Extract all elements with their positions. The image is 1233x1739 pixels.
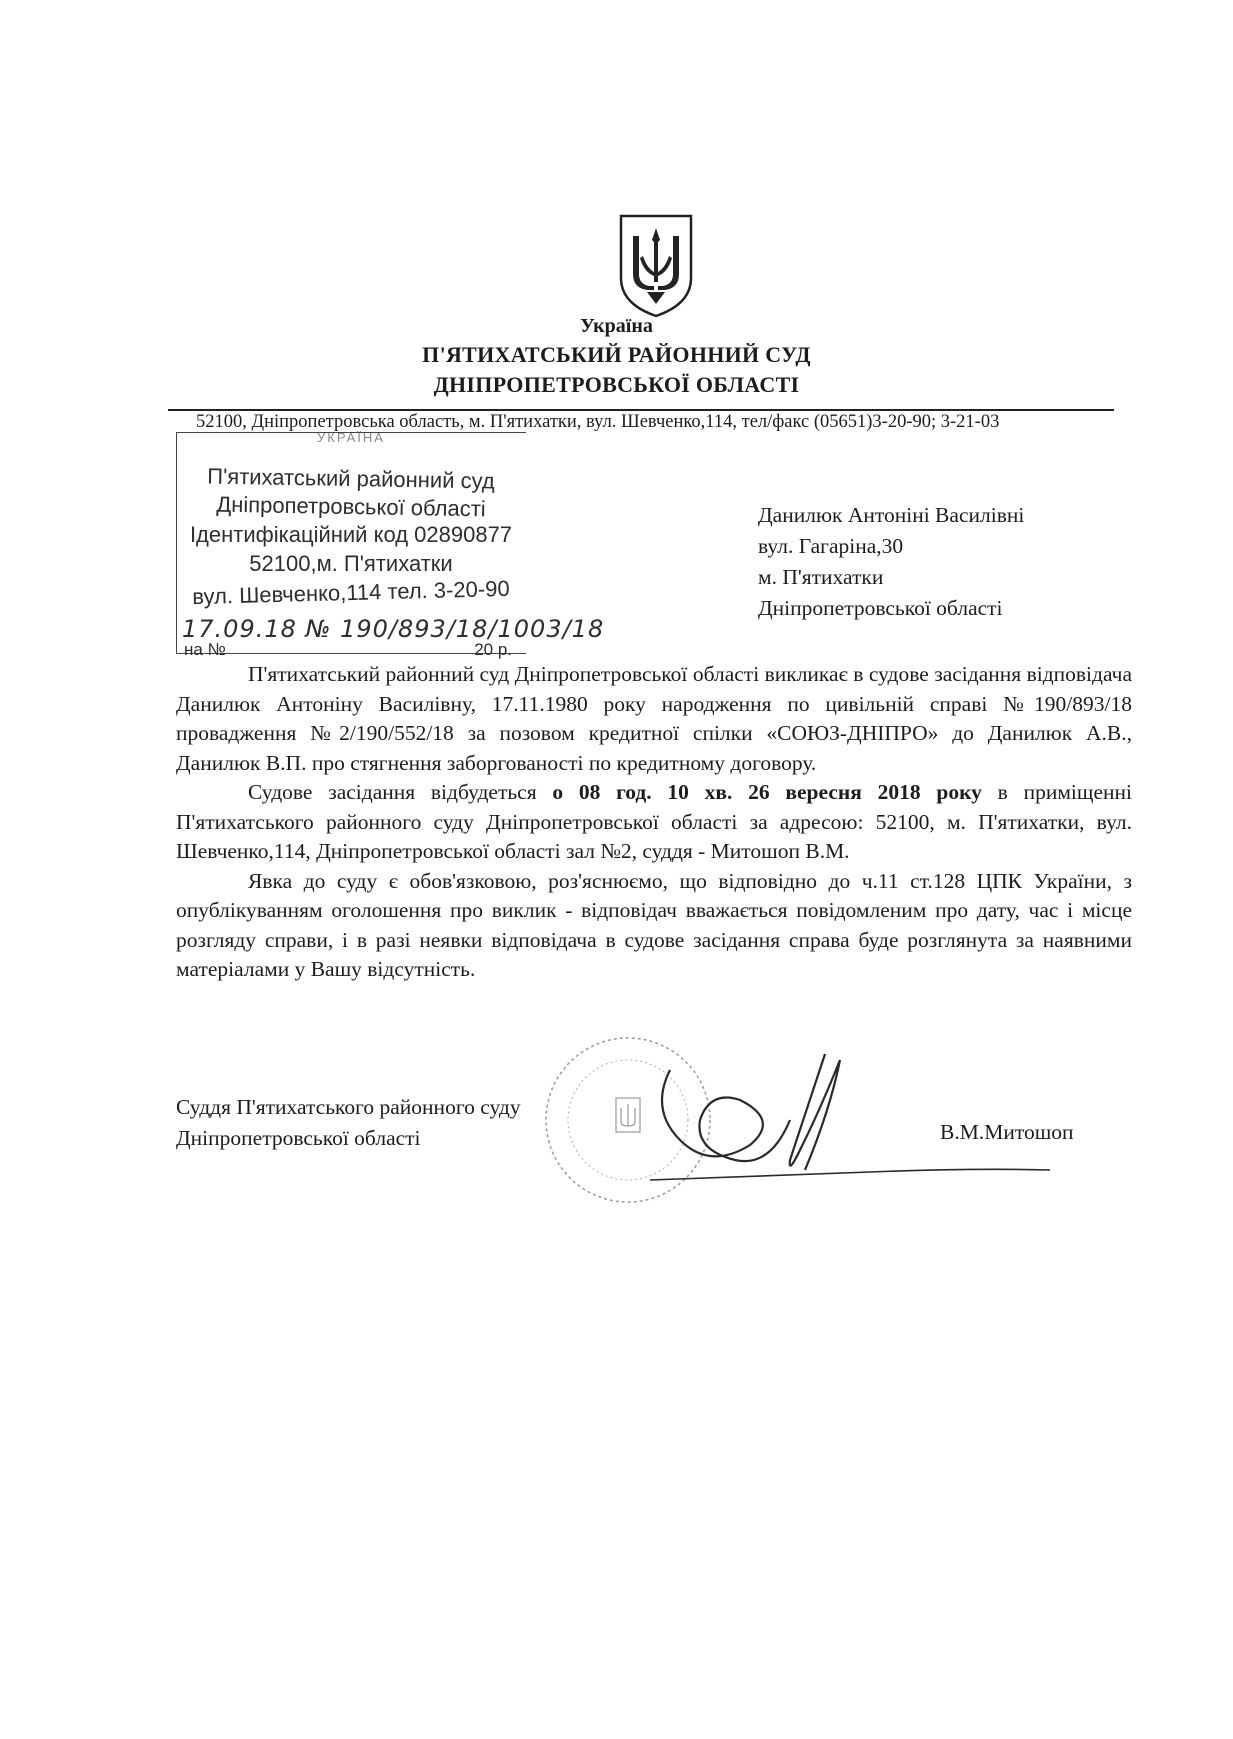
recipient-region: Дніпропетровської області xyxy=(758,596,1003,620)
header-divider xyxy=(168,409,1114,411)
header-region: ДНІПРОПЕТРОВСЬКОЇ ОБЛАСТІ xyxy=(433,372,800,397)
recipient-block xyxy=(758,500,1024,624)
recipient-street: вул. Гагаріна,30 xyxy=(758,534,904,558)
stamp-city: 52100,м. П'ятихатки xyxy=(249,551,453,576)
stamp-outgoing-number: 17.09.18 № 190/893/18/1003/18 xyxy=(182,615,605,643)
signature-title xyxy=(176,1092,521,1154)
paragraph-attendance: Явка до суду є обов'язковою, роз'яснюємо, що відповідно до ч.11 ст.128 ЦПК України, з опублікуванням оголошення про виклик - відповідач вважається повідомленим про дату, час і місце розгляду справи, і в разі неявки відповідача в судове засідання справа буде розглянута за наявними матеріалами у Вашу відсутність. xyxy=(176,868,1132,981)
hearing-location: в приміщенні П'ятихатського районного суду Дніпропетровської області за адресою: 52100, м. П'ятихатки, вул. Шевченко,114, Дніпропетровської області зал №2, суддя - Митошоп В.М. xyxy=(176,780,1132,863)
signature-title-line2: Дніпропетровської області xyxy=(176,1126,421,1150)
header-country: Україна xyxy=(580,315,653,337)
paragraph-summons: П'ятихатський районний суд Дніпропетровської області викликає в судове засідання відповідача Данилюк Антоніну Василівну, 17.11.1980 року народження по цивільній справі №190/893/18 провадження №2/190/552/18 за позовом кредитної спілки «СОЮЗ-ДНІПРО» до Данилюк А.В., Данилюк В.П. про стягнення заборгованості по кредитному договору. xyxy=(176,662,1132,775)
header-court-name: П'ЯТИХАТСЬКИЙ РАЙОННИЙ СУД xyxy=(422,342,811,367)
recipient-city: м. П'ятихатки xyxy=(758,565,884,589)
stamp-country: УКРАЇНА xyxy=(317,430,385,445)
hearing-intro: Судове засідання відбудеться xyxy=(248,780,553,804)
stamp-reference: на № xyxy=(184,640,226,659)
paragraph-hearing xyxy=(176,778,1132,867)
summons-body xyxy=(176,660,1132,985)
stamp-street: вул. Шевченко,114 тел. 3-20-90 xyxy=(192,575,510,610)
stamp-year: 20 р. xyxy=(474,640,512,659)
stamp-region: Дніпропетровської області xyxy=(216,491,486,522)
court-address-line: 52100, Дніпропетровська область, м. П'ятихатки, вул. Шевченко,114, тел/факс (05651)3-20-90; 3-21-03 xyxy=(196,412,1000,432)
signature-title-line1: Суддя П'ятихатського районного суду xyxy=(176,1095,521,1119)
stamp-id-code: Ідентифікаційний код 02890877 xyxy=(189,522,513,547)
stamp-court: П'ятихатський районний суд xyxy=(207,463,495,494)
coat-of-arms-icon xyxy=(617,212,695,320)
recipient-name: Данилюк Антоніні Василівні xyxy=(758,503,1025,527)
hearing-datetime: о 08 год. 10 хв. 26 вересня 2018 року xyxy=(552,780,982,804)
signature-name: В.М.Митошоп xyxy=(940,1120,1074,1144)
registration-stamp xyxy=(176,430,605,659)
